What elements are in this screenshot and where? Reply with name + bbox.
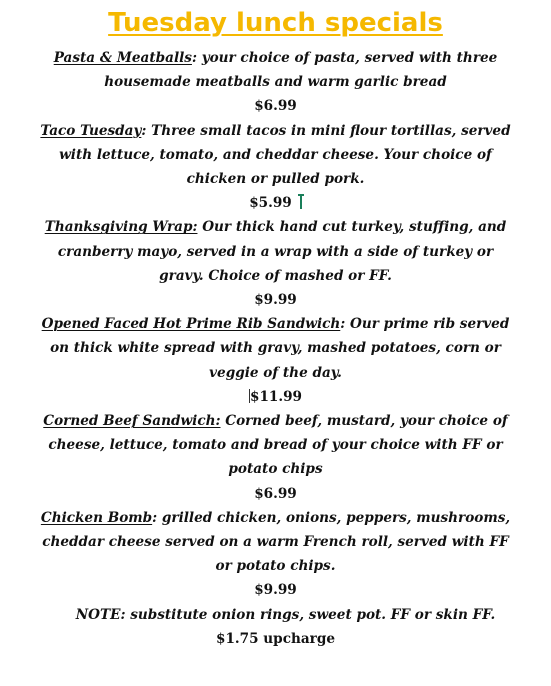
item-description [34,409,517,482]
item-details: : Our prime rib served on thick white spread with gravy, mashed potatoes, corn or veggie of the day. [50,316,510,381]
item-details: : Three small tacos in mini flour tortillas, served with lettuce, tomato, and cheddar cheese. Your choice of chicken or pulled pork. [59,122,511,188]
item-description [34,215,517,288]
item-price: $9.99 [254,292,297,309]
item-price: $6.99 [254,485,297,502]
item-name: Pasta & Meatballs [53,50,192,66]
substitution-note: NOTE: substitute onion rings, sweet pot. FF or skin FF. [75,606,496,623]
menu-item-corned-beef-sandwich [34,409,517,506]
menu-item-chicken-bomb [34,506,517,603]
item-description [34,312,517,385]
item-name: Corned Beef Sandwich: [43,413,221,430]
menu-item-thanksgiving-wrap [34,215,517,312]
upcharge-price: $1.75 upcharge [216,630,335,647]
item-price-row [34,191,517,215]
item-details: : your choice of pasta, served with three housemade meatballs and warm garlic bread [104,50,498,91]
item-price: $11.99 [249,388,303,405]
item-description [34,119,517,192]
menu-item-taco-tuesday [34,119,517,216]
item-price-row [34,385,517,409]
item-details: : grilled chicken, onions, peppers, mushrooms, cheddar cheese served on a warm French roll, served with FF or potato chips. [42,509,511,575]
item-name: Chicken Bomb [40,509,153,526]
item-name: Thanksgiving Wrap: [44,219,198,236]
item-price: $9.99 [254,582,297,599]
item-price: $6.99 [254,98,297,115]
item-details: Our thick hand cut turkey, stuffing, and cranberry mayo, served in a wrap with a side of turkey or gravy. Choice of mashed or FF. [57,219,507,284]
page-title: Tuesday lunch specials [108,8,443,38]
item-name: Taco Tuesday [40,122,142,139]
item-price: $5.99 [249,195,292,212]
text-cursor-icon [300,195,302,209]
menu-item-prime-rib-sandwich [34,312,517,409]
item-name: Opened Faced Hot Prime Rib Sandwich [41,316,341,333]
menu-item-pasta-meatballs [34,46,517,119]
item-description [34,46,517,94]
item-details: Corned beef, mustard, your choice of cheese, lettuce, tomato and bread of your choice with FF or potato chips [48,413,508,478]
item-description [34,506,517,579]
